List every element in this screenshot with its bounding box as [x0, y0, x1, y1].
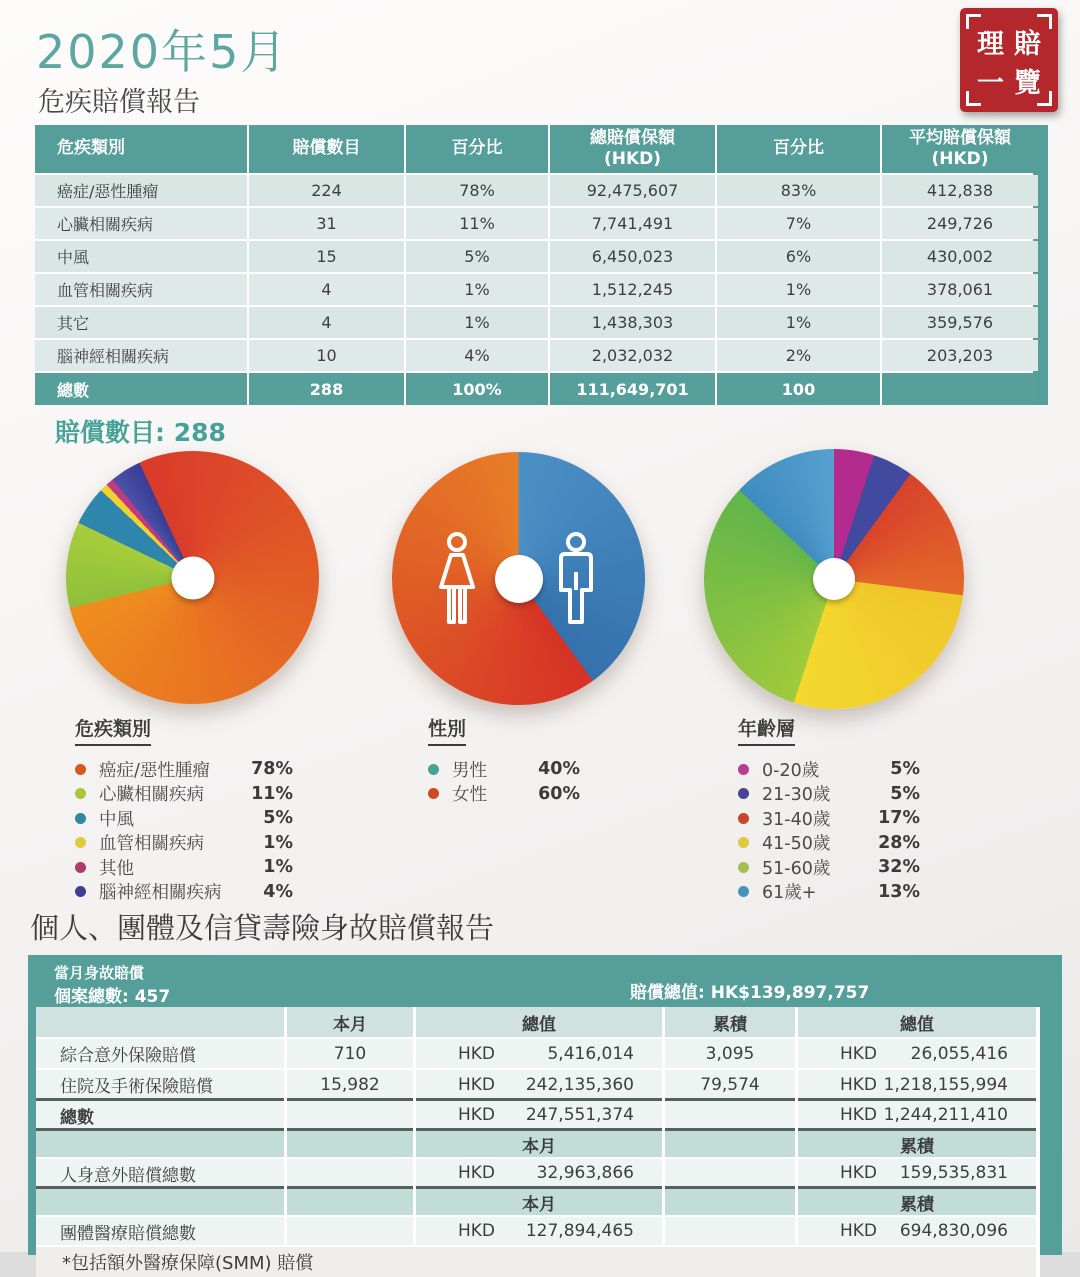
legend-dot-icon [75, 788, 86, 799]
table-cell: HKD 1,218,155,994 [798, 1070, 1036, 1099]
pie-chart-gender [392, 452, 645, 705]
legend-dot-icon [738, 886, 749, 897]
table-cell: 83% [717, 175, 880, 206]
legend-dot-icon [738, 764, 749, 775]
pie-chart-illness-category [66, 451, 319, 704]
male-icon [554, 532, 598, 628]
donut-hole [495, 555, 543, 603]
death-claims-section-heading: 個人、團體及信貸壽險身故賠償報告 [30, 911, 495, 945]
table-cell: 359,576 [882, 307, 1038, 338]
table-cell: 79,574 [665, 1070, 795, 1099]
death-claims-banner [28, 955, 1062, 1007]
column-header: 賠償數目 [249, 125, 404, 173]
total-row-cell: HKD 247,551,374 [416, 1101, 662, 1129]
column-header: 累積 [665, 1007, 795, 1037]
table-cell [287, 1159, 413, 1187]
banner-total-value: 賠償總值: HK$139,897,757 [630, 983, 870, 1003]
legend-item: 其他 1% [75, 855, 293, 880]
table-cell: HKD 242,135,360 [416, 1070, 662, 1099]
legend-dot-icon [75, 837, 86, 848]
table-cell: 203,203 [882, 340, 1038, 371]
total-row-cell: 總數 [36, 1101, 284, 1129]
legend-item: 女性 60% [428, 782, 580, 807]
sub-header-cell [36, 1131, 284, 1157]
table-cell: HKD 694,830,096 [798, 1217, 1036, 1245]
donut-hole [813, 558, 855, 600]
legend-dot-icon [75, 764, 86, 775]
sub-header-cell: 累積 [798, 1189, 1036, 1215]
column-header: 總值 [416, 1007, 662, 1037]
banner-subtitle: 當月身故賠償 [54, 964, 145, 982]
legend-age-group [738, 714, 920, 904]
table-cell: 1% [717, 274, 880, 305]
legend-dot-icon [738, 813, 749, 824]
table-cell: HKD 159,535,831 [798, 1159, 1036, 1187]
table-cell: HKD 5,416,014 [416, 1039, 662, 1068]
legend-item: 男性 40% [428, 757, 580, 782]
legend-item: 21-30歲 5% [738, 782, 920, 807]
legend-item: 血管相關疾病 1% [75, 831, 293, 856]
legend-dot-icon [75, 862, 86, 873]
table-cell: 7,741,491 [550, 208, 715, 239]
table-cell: 7% [717, 208, 880, 239]
legend-dot-icon [738, 837, 749, 848]
table-cell: 4% [406, 340, 548, 371]
total-row-cell: 111,649,701 [550, 373, 715, 405]
table-cell: 15,982 [287, 1070, 413, 1099]
legend-item: 41-50歲 28% [738, 831, 920, 856]
claims-overview-stamp-badge [960, 8, 1058, 112]
table-cell: 2,032,032 [550, 340, 715, 371]
legend-dot-icon [738, 862, 749, 873]
table-cell: 6% [717, 241, 880, 272]
sub-header-cell [287, 1131, 413, 1157]
table-cell: HKD 32,963,866 [416, 1159, 662, 1187]
table-cell: 92,475,607 [550, 175, 715, 206]
table-cell: 710 [287, 1039, 413, 1068]
table-cell: 3,095 [665, 1039, 795, 1068]
table-cell: 378,061 [882, 274, 1038, 305]
total-row-cell [287, 1101, 413, 1129]
table-cell: 2% [717, 340, 880, 371]
column-header: 危疾類別 [35, 125, 247, 173]
table-cell [665, 1159, 795, 1187]
table-cell: 1,512,245 [550, 274, 715, 305]
table-cell [287, 1217, 413, 1245]
column-header: 平均賠償保額 (HKD) [882, 125, 1038, 173]
legend-item: 0-20歲 5% [738, 757, 920, 782]
footnote: *包括額外醫療保障(SMM) 賠償 [36, 1247, 1036, 1277]
table-cell: 1% [406, 307, 548, 338]
column-header: 百分比 [406, 125, 548, 173]
stamp-text: 理 賠 一 覽 [977, 29, 1041, 99]
column-header [36, 1007, 284, 1037]
sub-header-cell: 累積 [798, 1131, 1036, 1157]
table-cell: 腦神經相關疾病 [35, 340, 247, 371]
total-row-cell [882, 373, 1038, 405]
table-cell: 4 [249, 274, 404, 305]
legend-item: 31-40歲 17% [738, 806, 920, 831]
legend-item: 心臟相關疾病 11% [75, 782, 293, 807]
critical-illness-claims-table [35, 125, 1048, 405]
table-cell: 4 [249, 307, 404, 338]
column-header: 本月 [287, 1007, 413, 1037]
legend-dot-icon [75, 886, 86, 897]
table-cell: 心臟相關疾病 [35, 208, 247, 239]
total-row-cell: 100 [717, 373, 880, 405]
legend-title: 危疾類別 [75, 714, 151, 746]
table-cell: 11% [406, 208, 548, 239]
table-cell: 1% [717, 307, 880, 338]
table-cell: 1,438,303 [550, 307, 715, 338]
legend-item: 癌症/惡性腫瘤 78% [75, 757, 293, 782]
death-claims-table-block [28, 955, 1062, 1274]
legend-item: 腦神經相關疾病 4% [75, 880, 293, 905]
table-cell: HKD 26,055,416 [798, 1039, 1036, 1068]
table-cell: 15 [249, 241, 404, 272]
table-cell: 綜合意外保險賠償 [36, 1039, 284, 1068]
legend-gender [428, 714, 580, 806]
sub-header-cell [36, 1189, 284, 1215]
female-icon [436, 532, 478, 628]
table-cell: 其它 [35, 307, 247, 338]
column-header: 總賠償保額 (HKD) [550, 125, 715, 173]
table-cell: 中風 [35, 241, 247, 272]
table-cell: 人身意外賠償總數 [36, 1159, 284, 1187]
table-cell: 6,450,023 [550, 241, 715, 272]
table-cell: 5% [406, 241, 548, 272]
table-cell: 249,726 [882, 208, 1038, 239]
table-cell: HKD 127,894,465 [416, 1217, 662, 1245]
table-cell: 10 [249, 340, 404, 371]
legend-title: 性別 [428, 714, 466, 746]
column-header: 總值 [798, 1007, 1036, 1037]
table-cell: 224 [249, 175, 404, 206]
claims-count-label: 賠償數目: 288 [55, 418, 226, 447]
donut-hole [171, 556, 214, 599]
legend-illness-category [75, 714, 293, 904]
legend-dot-icon [738, 788, 749, 799]
legend-dot-icon [428, 788, 439, 799]
page-title: 2020年5月 [36, 25, 289, 79]
total-row-cell: 總數 [35, 373, 247, 405]
total-row-cell: 288 [249, 373, 404, 405]
total-row-cell [665, 1101, 795, 1129]
table-cell: 團體醫療賠償總數 [36, 1217, 284, 1245]
sub-header-cell [287, 1189, 413, 1215]
legend-item: 中風 5% [75, 806, 293, 831]
column-header: 百分比 [717, 125, 880, 173]
table-cell: 住院及手術保險賠償 [36, 1070, 284, 1099]
legend-dot-icon [428, 764, 439, 775]
table-cell: 1% [406, 274, 548, 305]
table-cell: 430,002 [882, 241, 1038, 272]
death-claims-table [36, 1007, 1040, 1277]
legend-item: 51-60歲 32% [738, 855, 920, 880]
sub-header-cell [665, 1131, 795, 1157]
table-cell [665, 1217, 795, 1245]
sub-header-cell [665, 1189, 795, 1215]
legend-title: 年齡層 [738, 714, 795, 746]
table-cell: 31 [249, 208, 404, 239]
legend-dot-icon [75, 813, 86, 824]
report-subtitle: 危疾賠償報告 [38, 87, 200, 118]
table-cell: 412,838 [882, 175, 1038, 206]
banner-case-count: 個案總數: 457 [54, 987, 171, 1007]
total-row-cell: HKD 1,244,211,410 [798, 1101, 1036, 1129]
table-cell: 78% [406, 175, 548, 206]
table-cell: 癌症/惡性腫瘤 [35, 175, 247, 206]
legend-item: 61歲+ 13% [738, 880, 920, 905]
total-row-cell: 100% [406, 373, 548, 405]
sub-header-cell: 本月 [416, 1131, 662, 1157]
sub-header-cell: 本月 [416, 1189, 662, 1215]
pie-chart-age-group [704, 449, 964, 709]
table-cell: 血管相關疾病 [35, 274, 247, 305]
